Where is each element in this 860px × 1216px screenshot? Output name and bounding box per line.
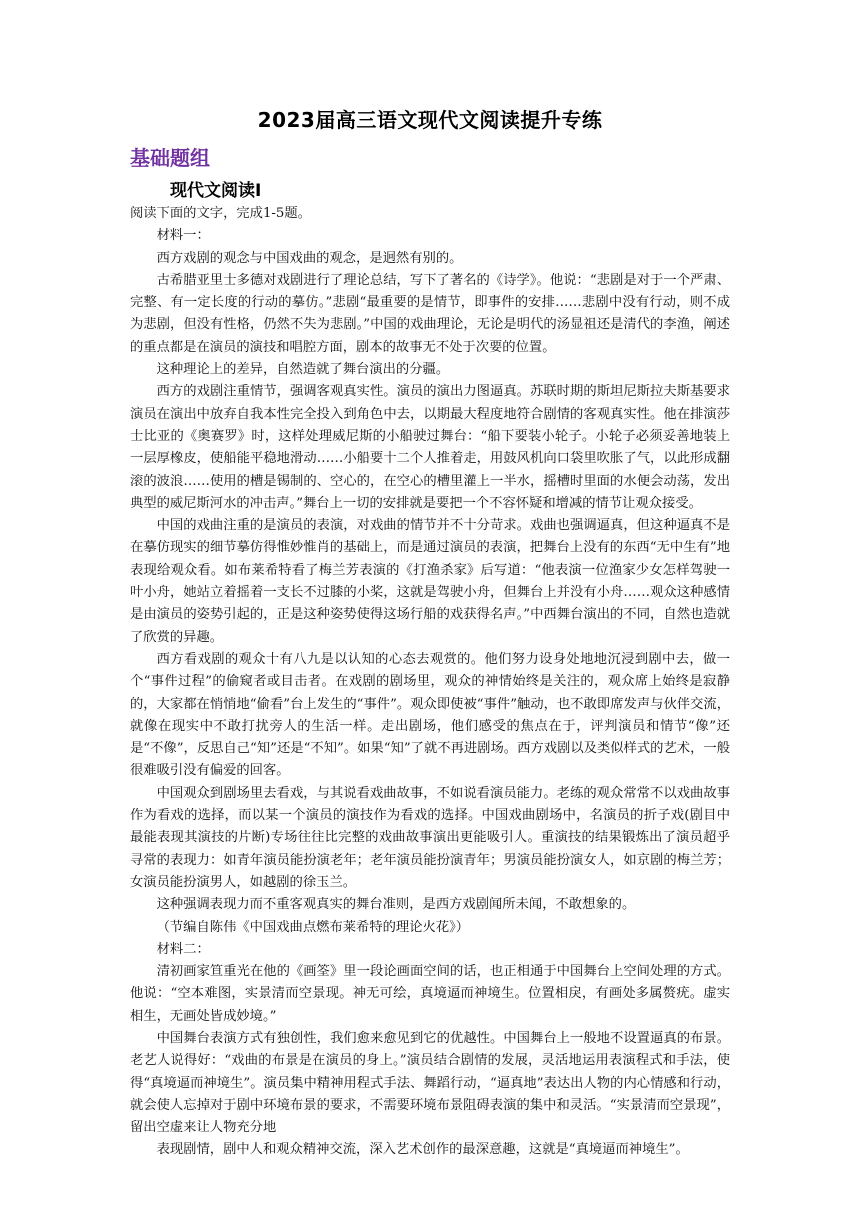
paragraph: 西方看戏剧的观众十有八九是以认知的心态去观赏的。他们努力设身处地地沉浸到剧中去，做一个“事件过程”的偷窥者或目击者。在戏剧的剧场里，观众的神情始终是关注的，观众席上始终是寂静的，大家都在悄悄地“偷看”台上发生的“事件”。观众即使被“事件”触动，也不敢即席发声与伙伴交流，就像在现实中不敢打扰旁人的生活一样。走出剧场，他们感受的焦点在于，评判演员和情节“像”还是“不像”，反思自己“知”还是“不知”。如果“知”了就不再进剧场。西方戏剧以及类似样式的艺术，一般很难吸引没有偏爱的回客。 (130, 651, 730, 779)
source-citation: （节编自陈伟《中国戏曲点燃布莱希特的理论火花》） (156, 919, 470, 935)
paragraph: 古希腊亚里士多德对戏剧进行了理论总结，写下了著名的《诗学》。他说：“悲剧是对于一个严肃、完整、有一定长度的行动的摹仿。”悲剧“最重要的是情节，即事件的安排……悲剧中没有行动，则不成为悲剧，但没有性格，仍然不失为悲剧。”中国的戏曲理论，无论是明代的汤显祖还是清代的李渔，阐述的重点都是在演员的演技和唱腔方面，剧本的故事无不处于次要的位置。 (130, 272, 730, 355)
paragraph: 清初画家笪重光在他的《画筌》里一段论画面空间的话，也正相通于中国舞台上空间处理的方式。他说：“空本难图，实景清而空景现。神无可绘，真境逼而神境生。位置相戾，有画处多属赘疣。虚实相生，无画处皆成妙境。” (130, 964, 730, 1024)
paragraph: 西方戏剧的观念与中国戏曲的观念，是迥然有别的。 (156, 250, 463, 266)
paragraph: 这种强调表现力而不重客观真实的舞台准则，是西方戏剧闻所未闻，不敢想象的。 (156, 897, 636, 913)
paragraph: 这种理论上的差异，自然造就了舞台演出的分疆。 (156, 362, 450, 378)
reading-subtitle: 现代文阅读Ⅰ (170, 181, 262, 201)
paragraph: 西方的戏剧注重情节，强调客观真实性。演员的演出力图逼真。苏联时期的斯坦尼斯拉夫斯基要求演员在演出中放弃自我本性完全投入到角色中去，以期最大程度地符合剧情的客观真实性。他在排演莎士比亚的《奥赛罗》时，这样处理威尼斯的小船驶过舞台：“船下要装小轮子。小轮子必须妥善地装上一层厚橡皮，使船能平稳地滑动……小船要十二个人推着走，用鼓风机向口袋里吹胀了气，以此形成翻滚的波浪……使用的槽是锡制的、空心的，在空心的槽里灌上一半水，摇槽时里面的水便会动荡，发出典型的威尼斯河水的冲击声。”舞台上一切的安排就是要把一个不容怀疑和增减的情节让观众接受。 (130, 384, 730, 511)
section-label: 基础题组 (130, 146, 210, 170)
paragraph: 中国观众到剧场里去看戏，与其说看戏曲故事，不如说看演员能力。老练的观众常常不以戏曲故事作为看戏的选择，而以某一个演员的演技作为看戏的选择。中国戏曲剧场中，名演员的折子戏(剧目中最能表现其演技的片断)专场往往比完整的戏曲故事演出更能吸引人。重演技的结果锻炼出了演员超乎寻常的表现力：如青年演员能扮演老年；老年演员能扮演青年；男演员能扮演女人，如京剧的梅兰芳；女演员能扮演男人，如越剧的徐玉兰。 (130, 785, 730, 890)
paragraph: 中国舞台表演方式有独创性，我们愈来愈见到它的优越性。中国舞台上一般地不设置逼真的布景。老艺人说得好：“戏曲的布景是在演员的身上。”演员结合剧情的发展，灵活地运用表演程式和手法，使得“真境逼而神境生”。演员集中精神用程式手法、舞蹈行动，“逼真地”表达出人物的内心情感和行动，就会使人忘掉对于剧中环境布景的要求，不需要环境布景阻碍表演的集中和灵活。“实景清而空景现”，留出空虚来让人物充分地 (130, 1030, 730, 1136)
document-title: 2023届高三语文现代文阅读提升专练 (257, 108, 603, 132)
instruction-text: 阅读下面的文字，完成1-5题。 (130, 206, 311, 221)
material-two-label: 材料二： (156, 941, 210, 957)
article-body (130, 203, 730, 1162)
paragraph: 表现剧情，剧中人和观众精神交流，深入艺术创作的最深意趣，这就是“真境逼而神境生”。 (156, 1142, 689, 1158)
material-one-label: 材料一： (156, 228, 210, 244)
paragraph: 中国的戏曲注重的是演员的表演，对戏曲的情节并不十分苛求。戏曲也强调逼真，但这种逼真不是在摹仿现实的细节摹仿得惟妙惟肖的基础上，而是通过演员的表演，把舞台上没有的东西“无中生有”地表现给观众看。如布莱希特看了梅兰芳表演的《打渔杀家》后写道：“他表演一位渔家少女怎样驾驶一叶小舟，她站立着摇着一支长不过膝的小桨，这就是驾驶小舟，但舞台上并没有小舟……观众这种感情是由演员的姿势引起的，正是这种姿势使得这场行船的戏获得名声。”中西舞台演出的不同，自然也造就了欣赏的异趣。 (130, 518, 730, 645)
